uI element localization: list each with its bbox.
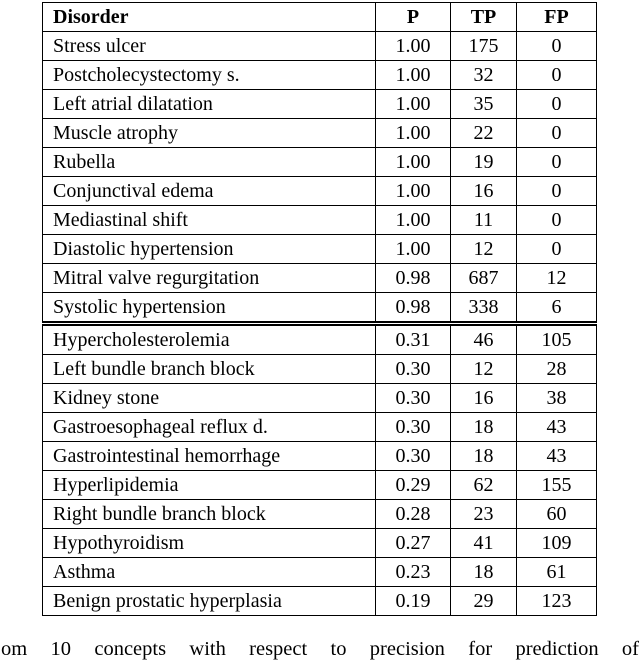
table-row [43,264,597,293]
false-positives-cell: 109 [517,529,597,558]
false-positives-cell: 155 [517,471,597,500]
false-positives-cell: 6 [517,293,597,324]
disorder-cell: Asthma [43,558,376,587]
true-positives-cell: 18 [451,413,517,442]
true-positives-cell: 11 [451,206,517,235]
table-row [43,558,597,587]
table-row [43,206,597,235]
false-positives-cell: 105 [517,324,597,355]
true-positives-cell: 29 [451,587,517,616]
disorder-cell: Left bundle branch block [43,355,376,384]
table-row [43,384,597,413]
false-positives-cell: 0 [517,90,597,119]
disorder-cell: Mitral valve regurgitation [43,264,376,293]
header-disorder: Disorder [43,3,376,32]
true-positives-cell: 16 [451,177,517,206]
bottom-10-group [43,324,597,616]
true-positives-cell: 19 [451,148,517,177]
false-positives-cell: 38 [517,384,597,413]
precision-cell: 0.23 [376,558,451,587]
true-positives-cell: 46 [451,324,517,355]
disorder-cell: Right bundle branch block [43,500,376,529]
disorder-cell: Benign prostatic hyperplasia [43,587,376,616]
disorder-cell: Kidney stone [43,384,376,413]
table-row [43,355,597,384]
precision-cell: 1.00 [376,61,451,90]
precision-cell: 0.98 [376,293,451,324]
precision-cell: 1.00 [376,177,451,206]
table-row [43,32,597,61]
precision-cell: 0.30 [376,442,451,471]
table-row [43,177,597,206]
top-10-group [43,32,597,324]
precision-cell: 0.29 [376,471,451,500]
table-row [43,119,597,148]
true-positives-cell: 35 [451,90,517,119]
precision-cell: 0.28 [376,500,451,529]
precision-cell: 1.00 [376,206,451,235]
results-table [42,2,597,616]
false-positives-cell: 0 [517,61,597,90]
disorder-cell: Systolic hypertension [43,293,376,324]
table-header [43,3,597,32]
table-row [43,148,597,177]
precision-cell: 1.00 [376,90,451,119]
true-positives-cell: 16 [451,384,517,413]
header-row [43,3,597,32]
false-positives-cell: 0 [517,119,597,148]
disorder-cell: Left atrial dilatation [43,90,376,119]
disorder-cell: Hyperlipidemia [43,471,376,500]
false-positives-cell: 28 [517,355,597,384]
table-row [43,235,597,264]
table-row [43,529,597,558]
precision-cell: 0.30 [376,384,451,413]
precision-cell: 0.27 [376,529,451,558]
header-tp: TP [451,3,517,32]
precision-cell: 1.00 [376,119,451,148]
true-positives-cell: 62 [451,471,517,500]
table-caption: om 10 concepts with respect to precision for prediction of [1,638,639,660]
disorder-cell: Gastrointestinal hemorrhage [43,442,376,471]
true-positives-cell: 18 [451,442,517,471]
true-positives-cell: 18 [451,558,517,587]
false-positives-cell: 123 [517,587,597,616]
precision-cell: 1.00 [376,235,451,264]
disorder-cell: Stress ulcer [43,32,376,61]
header-fp: FP [517,3,597,32]
false-positives-cell: 61 [517,558,597,587]
precision-cell: 0.19 [376,587,451,616]
table-row [43,587,597,616]
true-positives-cell: 41 [451,529,517,558]
disorder-cell: Rubella [43,148,376,177]
true-positives-cell: 12 [451,355,517,384]
disorder-cell: Hypothyroidism [43,529,376,558]
table-row [43,61,597,90]
true-positives-cell: 175 [451,32,517,61]
precision-cell: 1.00 [376,148,451,177]
precision-cell: 0.30 [376,413,451,442]
false-positives-cell: 12 [517,264,597,293]
true-positives-cell: 23 [451,500,517,529]
table-row [43,471,597,500]
table-row [43,413,597,442]
header-precision: P [376,3,451,32]
true-positives-cell: 338 [451,293,517,324]
table-row [43,293,597,324]
precision-cell: 1.00 [376,32,451,61]
disorder-cell: Muscle atrophy [43,119,376,148]
false-positives-cell: 60 [517,500,597,529]
false-positives-cell: 43 [517,413,597,442]
true-positives-cell: 12 [451,235,517,264]
false-positives-cell: 0 [517,235,597,264]
table-row [43,442,597,471]
false-positives-cell: 43 [517,442,597,471]
false-positives-cell: 0 [517,206,597,235]
disorder-cell: Mediastinal shift [43,206,376,235]
table-row [43,90,597,119]
false-positives-cell: 0 [517,177,597,206]
disorder-cell: Conjunctival edema [43,177,376,206]
disorder-cell: Postcholecystectomy s. [43,61,376,90]
disorder-cell: Hypercholesterolemia [43,324,376,355]
disorder-cell: Diastolic hypertension [43,235,376,264]
table-row [43,500,597,529]
disorder-cell: Gastroesophageal reflux d. [43,413,376,442]
false-positives-cell: 0 [517,148,597,177]
table-row [43,324,597,355]
false-positives-cell: 0 [517,32,597,61]
precision-cell: 0.31 [376,324,451,355]
precision-cell: 0.98 [376,264,451,293]
true-positives-cell: 32 [451,61,517,90]
true-positives-cell: 22 [451,119,517,148]
precision-cell: 0.30 [376,355,451,384]
true-positives-cell: 687 [451,264,517,293]
